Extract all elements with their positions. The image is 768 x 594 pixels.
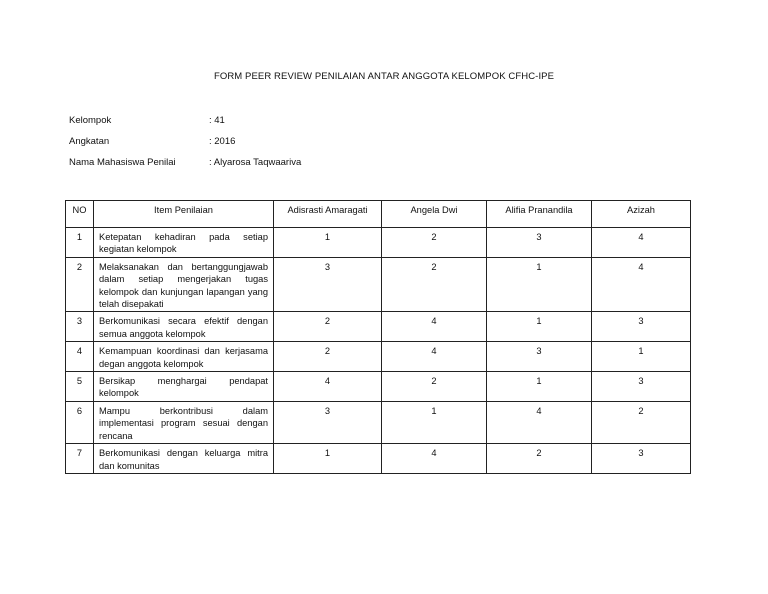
- row-item: Melaksanakan dan bertanggungjawab dalam setiap mengerjakan tugas kelompok dan kunjungan lapangan yang telah disepakati: [94, 257, 274, 312]
- score-cell: 3: [487, 228, 592, 258]
- score-cell: 4: [382, 342, 487, 372]
- score-cell: 2: [382, 257, 487, 312]
- score-cell: 4: [487, 401, 592, 443]
- row-number: 7: [66, 444, 94, 474]
- score-cell: 4: [274, 372, 382, 402]
- score-cell: 2: [487, 444, 592, 474]
- row-item: Mampu berkontribusi dalam implementasi program sesuai dengan rencana: [94, 401, 274, 443]
- row-number: 1: [66, 228, 94, 258]
- score-cell: 1: [274, 228, 382, 258]
- score-cell: 3: [274, 257, 382, 312]
- score-cell: 2: [382, 372, 487, 402]
- score-cell: 3: [592, 312, 691, 342]
- row-item: Berkomunikasi secara efektif dengan semua anggota kelompok: [94, 312, 274, 342]
- header-item: Item Penilaian: [94, 201, 274, 228]
- document-title: FORM PEER REVIEW PENILAIAN ANTAR ANGGOTA KELOMPOK CFHC-IPE: [213, 71, 555, 82]
- row-item: Kemampuan koordinasi dan kerjasama degan anggota kelompok: [94, 342, 274, 372]
- row-number: 3: [66, 312, 94, 342]
- row-number: 5: [66, 372, 94, 402]
- score-cell: 3: [592, 444, 691, 474]
- score-cell: 1: [487, 257, 592, 312]
- header-member-4: Azizah: [592, 201, 691, 228]
- info-label: Kelompok: [69, 115, 112, 126]
- table-row: [66, 342, 691, 372]
- score-cell: 1: [274, 444, 382, 474]
- info-label: Nama Mahasiswa Penilai: [69, 157, 176, 168]
- row-item: Ketepatan kehadiran pada setiap kegiatan kelompok: [94, 228, 274, 258]
- info-value: : Alyarosa Taqwaariva: [209, 157, 302, 168]
- score-cell: 1: [592, 342, 691, 372]
- score-cell: 1: [487, 312, 592, 342]
- table-row: [66, 372, 691, 402]
- table-row: [66, 228, 691, 258]
- header-member-3: Alifia Pranandila: [487, 201, 592, 228]
- score-cell: 3: [487, 342, 592, 372]
- score-cell: 3: [592, 372, 691, 402]
- info-value: : 2016: [209, 136, 236, 147]
- score-cell: 2: [274, 342, 382, 372]
- info-label: Angkatan: [69, 136, 110, 147]
- score-cell: 1: [382, 401, 487, 443]
- score-cell: 3: [274, 401, 382, 443]
- row-number: 4: [66, 342, 94, 372]
- row-item: Berkomunikasi dengan keluarga mitra dan komunitas: [94, 444, 274, 474]
- peer-review-table: [65, 200, 691, 474]
- header-no: NO: [66, 201, 94, 228]
- score-cell: 2: [274, 312, 382, 342]
- row-item: Bersikap menghargai pendapat kelompok: [94, 372, 274, 402]
- header-member-1: Adisrasti Amaragati: [274, 201, 382, 228]
- score-cell: 4: [382, 312, 487, 342]
- score-cell: 4: [592, 257, 691, 312]
- header-member-2: Angela Dwi: [382, 201, 487, 228]
- score-cell: 2: [382, 228, 487, 258]
- table-row: [66, 401, 691, 443]
- score-cell: 2: [592, 401, 691, 443]
- row-number: 2: [66, 257, 94, 312]
- score-cell: 1: [487, 372, 592, 402]
- row-number: 6: [66, 401, 94, 443]
- score-cell: 4: [382, 444, 487, 474]
- table-row: [66, 257, 691, 312]
- info-value: : 41: [209, 115, 225, 126]
- table-header-row: [66, 201, 691, 228]
- table-row: [66, 444, 691, 474]
- score-cell: 4: [592, 228, 691, 258]
- table-row: [66, 312, 691, 342]
